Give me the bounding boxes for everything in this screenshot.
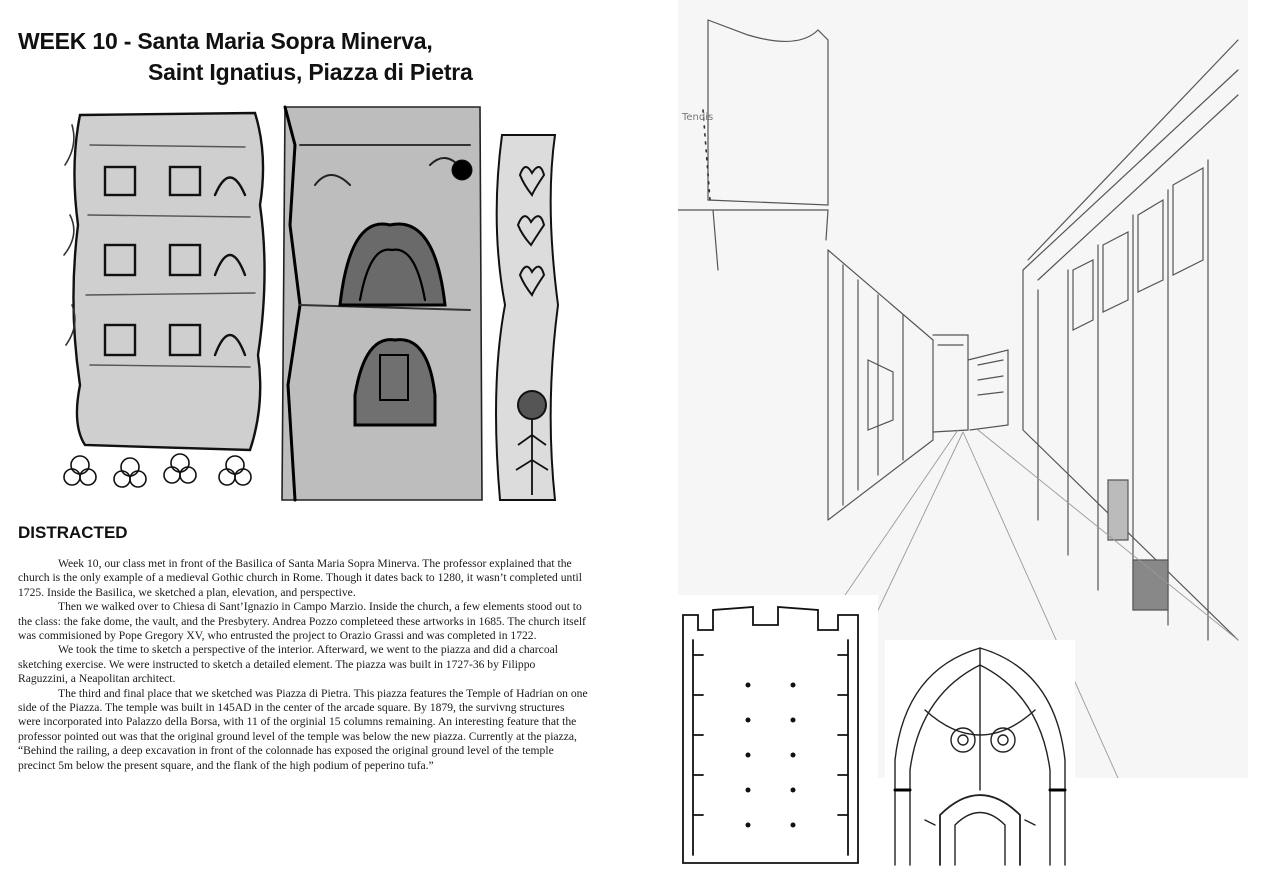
vault-sketch-image xyxy=(885,640,1075,870)
vault-sketch xyxy=(885,640,1075,870)
plan-sketch-image xyxy=(668,595,878,870)
paragraph: The third and final place that we sketched was Piazza di Pietra. This piazza features the Temple of Hadrian on one side of the Piazza. The temple was built in 145AD in the center of the arcade square. By 1879, the survivng structures were incorporated into Palazzo della Borsa, with 11 of the orginial 15 columns remaining. An interesting feature that the professor pointed out was that the original ground level of the temple was below the new piazza. Currently at the piazza, “Behind the railing, a deep excavation in front of the colonnade has exposed the original ground level of the temple precinct 5m below the present square, and the flank of the high podium of peperino tufa.” xyxy=(18,686,588,772)
paragraph: Then we walked over to Chiesa di Sant’Ignazio in Campo Marzio. Inside the church, a few elements stood out to the class: the fake dome, the vault, and the Presbytery. Andrea Pozzo completeed these artworks in 1685. The church itself was commisioned by Pope Gregory XV, who entrusted the project to Orazio Grassi and was completed in 1722. xyxy=(18,600,586,643)
body-text xyxy=(18,557,588,773)
paragraph: Week 10, our class met in front of the Basilica of Santa Maria Sopra Minerva. The professor explained that the church is the only example of a medieval Gothic church in Rome. Though it dates back to 1280, it wasn’t completed until 1725. Inside the Basilica, we sketched a plan, elevation, and perspective. xyxy=(18,557,582,599)
charcoal-sketch-image xyxy=(50,105,565,503)
charcoal-sketch-collage xyxy=(50,105,565,503)
title-line-2: Saint Ignatius, Piazza di Pietra xyxy=(148,59,473,85)
section-heading: DISTRACTED xyxy=(18,523,128,542)
sketch-note: Tendis xyxy=(682,112,714,123)
page-title xyxy=(18,26,473,88)
paragraph: We took the time to sketch a perspective of the interior. Afterward, we went to the piazza and did a charcoal sketching exercise. We were instructed to sketch a detailed element. The piazza was built in 1727-36 by Filippo Raguzzini, a Neapolitan architect. xyxy=(18,643,558,686)
title-line-1: WEEK 10 - Santa Maria Sopra Minerva, xyxy=(18,28,433,54)
plan-sketch xyxy=(668,595,878,870)
